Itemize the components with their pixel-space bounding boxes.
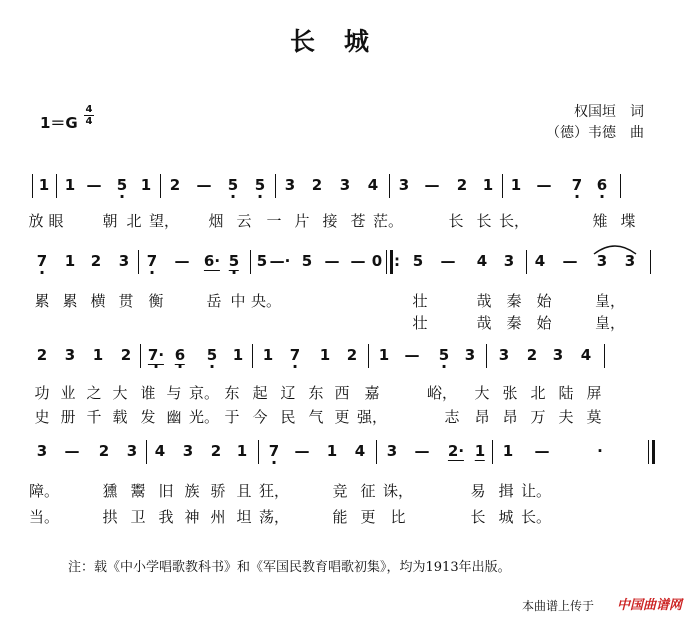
lyric-syllable: 眼 <box>48 212 64 230</box>
note: 2 <box>169 176 181 194</box>
lyric-syllable: 载 <box>112 408 128 426</box>
barline <box>160 174 161 198</box>
note: — <box>404 346 420 364</box>
lyric-syllable: 州 <box>210 508 226 526</box>
barline <box>252 344 253 368</box>
note: 5 · <box>255 176 265 194</box>
lyric-syllable: 望， <box>148 212 180 230</box>
note: 7 · <box>572 176 582 194</box>
lyric-syllable: 片 <box>294 212 310 230</box>
note: 1 <box>502 442 514 460</box>
lyric-syllable: 卫 <box>130 508 146 526</box>
lyric-syllable: 北 <box>530 384 546 402</box>
note: 5 · <box>117 176 127 194</box>
lyric-syllable: 障。 <box>28 482 60 500</box>
lyric-syllable: 更 <box>334 408 350 426</box>
note: 3 <box>284 176 296 194</box>
barline <box>486 344 487 368</box>
lyric-syllable: 苍 <box>350 212 366 230</box>
lyric-syllable: 长 <box>448 212 464 230</box>
lyric-syllable: 竞 <box>332 482 348 500</box>
note: 3 <box>36 442 48 460</box>
note: 1 <box>38 176 50 194</box>
barline <box>140 344 141 368</box>
note: 3 <box>464 346 476 364</box>
barline <box>368 344 369 368</box>
lyric-syllable: 秦 <box>506 292 522 310</box>
lyric-syllable: 屏 <box>586 384 602 402</box>
upload-note: 本曲谱上传于 <box>522 599 595 613</box>
lyric-syllable: 光。 <box>188 408 220 426</box>
barline <box>146 440 147 464</box>
note: 3 <box>498 346 510 364</box>
lyric-syllable: 万 <box>530 408 546 426</box>
note: 2 <box>311 176 323 194</box>
note: — <box>534 442 550 460</box>
note: 3 <box>339 176 351 194</box>
lyric-syllable: 放 <box>28 212 44 230</box>
lyric-syllable: 大 <box>112 384 128 402</box>
lyric-syllable: 幽 <box>166 408 182 426</box>
lyric-syllable: 哉 <box>476 292 492 310</box>
barline <box>526 250 527 274</box>
lyric-syllable: 志 <box>444 408 460 426</box>
lyric-line-1 <box>28 210 658 232</box>
note: 2 <box>210 442 222 460</box>
note: 2 <box>120 346 132 364</box>
barline <box>650 250 651 274</box>
lyric-syllable: 秦 <box>506 314 522 332</box>
key-signature: 1＝G <box>40 114 78 132</box>
barline <box>250 250 251 274</box>
lyric-syllable: 壮 <box>412 314 428 332</box>
note: 1 <box>92 346 104 364</box>
lyric-syllable: 征 <box>360 482 376 500</box>
note: 2· <box>447 442 465 460</box>
note: — <box>294 442 310 460</box>
lyric-syllable: 且 <box>236 482 252 500</box>
note: — <box>440 252 456 270</box>
lyric-syllable: 辽 <box>280 384 296 402</box>
note: 5 · <box>228 176 238 194</box>
lyric-syllable: 北 <box>126 212 142 230</box>
note: 1 <box>510 176 522 194</box>
lyric-syllable: 更 <box>360 508 376 526</box>
lyric-syllable: 功 <box>34 384 50 402</box>
lyric-syllable: 贯 <box>118 292 134 310</box>
note: — <box>174 252 190 270</box>
lyric-syllable: 始 <box>536 292 552 310</box>
note: 7 · <box>37 252 47 270</box>
lyric-syllable: 一 <box>266 212 282 230</box>
music-line-4 <box>32 440 658 464</box>
lyric-line-3b <box>32 406 658 428</box>
lyric-syllable: 大 <box>474 384 490 402</box>
note: 2 <box>90 252 102 270</box>
note: 4 <box>367 176 379 194</box>
lyric-syllable: 嘉 <box>364 384 380 402</box>
lyric-syllable: 中 <box>230 292 246 310</box>
lyric-syllable: 昂 <box>474 408 490 426</box>
time-sig-top: 4 <box>85 104 93 115</box>
lyric-syllable: 史 <box>34 408 50 426</box>
lyric-syllable: 峪， <box>426 384 458 402</box>
source-note: 注：载《中小学唱歌教科书》和《军国民教育唱歌初集》，均为1913年出版。 <box>68 560 511 575</box>
note: 4 <box>476 252 488 270</box>
music-line-3 <box>32 344 658 368</box>
note: — <box>64 442 80 460</box>
lyric-syllable: 发 <box>140 408 156 426</box>
lyric-syllable: 张 <box>502 384 518 402</box>
lyric-syllable: 累 <box>62 292 78 310</box>
time-sig-bottom: 4 <box>85 116 93 127</box>
lyric-syllable: 央。 <box>250 292 282 310</box>
note: 3 <box>552 346 564 364</box>
note: 7 · <box>147 252 157 270</box>
lyric-syllable: 诛， <box>382 482 414 500</box>
lyric-syllable: 民 <box>280 408 296 426</box>
lyric-syllable: 我 <box>158 508 174 526</box>
note: — <box>536 176 552 194</box>
lyric-syllable: 长 <box>470 508 486 526</box>
barline <box>32 174 33 198</box>
note: 5 · <box>229 252 239 271</box>
lyric-syllable: 当。 <box>28 508 60 526</box>
barline <box>56 174 57 198</box>
note: 7 · <box>269 442 279 460</box>
lyric-syllable: 谁 <box>140 384 156 402</box>
lyric-syllable: 让。 <box>520 482 552 500</box>
lyric-line-4a <box>28 480 658 502</box>
music-line-1 <box>32 174 658 198</box>
note: —· <box>269 252 291 270</box>
note: 5 · <box>439 346 449 364</box>
lyric-syllable: 易 <box>470 482 486 500</box>
note: 3 <box>624 252 636 270</box>
lyric-syllable: 西 <box>334 384 350 402</box>
lyric-syllable: 累 <box>34 292 50 310</box>
note: 4 <box>154 442 166 460</box>
note: 1 <box>474 442 486 460</box>
note: 6· <box>203 252 221 270</box>
lyric-syllable: 神 <box>184 508 200 526</box>
lyric-syllable: 旧 <box>158 482 174 500</box>
lyric-syllable: 长。 <box>520 508 552 526</box>
lyric-syllable: 云 <box>236 212 252 230</box>
lyric-syllable: 昂 <box>502 408 518 426</box>
note: 1 <box>64 176 76 194</box>
note: 2 <box>98 442 110 460</box>
barline <box>258 440 259 464</box>
lyric-syllable: 雉 <box>592 212 608 230</box>
note: 5 <box>301 252 313 270</box>
note: 3 <box>126 442 138 460</box>
barline <box>138 250 139 274</box>
lyric-syllable: 与 <box>166 384 182 402</box>
lyric-syllable: 于 <box>224 408 240 426</box>
barline <box>604 344 605 368</box>
note: 6 · <box>175 346 185 365</box>
lyric-syllable: 獯 <box>102 482 118 500</box>
barline <box>492 440 493 464</box>
lyric-syllable: 狂， <box>258 482 290 500</box>
lyric-syllable: 骄 <box>210 482 226 500</box>
note: 1 <box>140 176 152 194</box>
lyric-syllable: 堞 <box>620 212 636 230</box>
note: 3 <box>398 176 410 194</box>
note: — <box>424 176 440 194</box>
lyric-syllable: 千 <box>86 408 102 426</box>
lyric-syllable: 之 <box>86 384 102 402</box>
note: 4 <box>354 442 366 460</box>
note: 3 <box>118 252 130 270</box>
end-barline <box>648 440 649 464</box>
lyric-syllable: 长 <box>476 212 492 230</box>
lyric-syllable: 东 <box>308 384 324 402</box>
lyric-syllable: 京。 <box>188 384 220 402</box>
lyric-syllable: 壮 <box>412 292 428 310</box>
note: 6 · <box>597 176 607 194</box>
lyric-syllable: 皇， <box>594 314 626 332</box>
note: 1 <box>232 346 244 364</box>
note: 3 <box>386 442 398 460</box>
note: · <box>597 442 603 460</box>
lyric-syllable: 皇， <box>594 292 626 310</box>
composer-credit: （德）韦德 曲 <box>546 125 644 141</box>
slur-mark <box>590 240 640 256</box>
note: 5 · <box>207 346 217 364</box>
lyric-syllable: 强， <box>356 408 388 426</box>
music-line-2: 7 · 1 2 3 7 · — 6· 5 · 5 —· 5 — — 0 : 5 — 4 3 4 — 3 3 <box>32 250 658 274</box>
lyric-syllable: 衡 <box>148 292 164 310</box>
note: — <box>324 252 340 270</box>
lyricist-credit: 权国垣 词 <box>574 104 644 120</box>
note: 2 <box>36 346 48 364</box>
lyric-syllable: 夫 <box>558 408 574 426</box>
time-signature <box>84 104 94 127</box>
note: — <box>196 176 212 194</box>
repeat-barline <box>386 250 387 274</box>
lyric-syllable: 东 <box>224 384 240 402</box>
lyric-syllable: 长， <box>498 212 530 230</box>
song-title: 长 城 <box>290 27 372 56</box>
note: — <box>414 442 430 460</box>
note: 5 <box>412 252 424 270</box>
lyric-syllable: 业 <box>60 384 76 402</box>
lyric-line-4b <box>28 506 658 528</box>
lyric-syllable: 接 <box>322 212 338 230</box>
lyric-syllable: 揖 <box>498 482 514 500</box>
note: 3 <box>64 346 76 364</box>
note: — <box>86 176 102 194</box>
note: 1 <box>64 252 76 270</box>
barline <box>620 174 621 198</box>
lyric-syllable: 城 <box>498 508 514 526</box>
barline <box>275 174 276 198</box>
lyric-syllable: 横 <box>90 292 106 310</box>
lyric-syllable: 朝 <box>102 212 118 230</box>
lyric-syllable: 烟 <box>208 212 224 230</box>
note: 4 <box>534 252 546 270</box>
lyric-syllable: 莫 <box>586 408 602 426</box>
lyric-syllable: 陆 <box>558 384 574 402</box>
note: 2 <box>346 346 358 364</box>
lyric-line-2a <box>32 290 658 312</box>
lyric-syllable: 册 <box>60 408 76 426</box>
lyric-syllable: 荡， <box>258 508 290 526</box>
note: 4 <box>580 346 592 364</box>
note: 1 <box>378 346 390 364</box>
lyric-syllable: 比 <box>390 508 406 526</box>
barline <box>502 174 503 198</box>
note: 1 <box>482 176 494 194</box>
note: 0 <box>371 252 383 270</box>
note: 3 <box>596 252 608 270</box>
lyric-syllable: 起 <box>252 384 268 402</box>
note: 3 <box>503 252 515 270</box>
lyric-syllable: 能 <box>332 508 348 526</box>
lyric-syllable: 始 <box>536 314 552 332</box>
site-logo[interactable]: 中国曲谱网 <box>616 598 682 613</box>
note: 7 · <box>290 346 300 364</box>
note: — <box>350 252 366 270</box>
barline <box>376 440 377 464</box>
note: 5 <box>256 252 268 270</box>
lyric-line-3a <box>32 382 658 404</box>
barline <box>389 174 390 198</box>
note: 1 <box>262 346 274 364</box>
lyric-syllable: 哉 <box>476 314 492 332</box>
lyric-syllable: 气 <box>308 408 324 426</box>
lyric-syllable: 今 <box>252 408 268 426</box>
lyric-syllable: 坦 <box>236 508 252 526</box>
lyric-syllable: 拱 <box>102 508 118 526</box>
note: — <box>562 252 578 270</box>
note: 3 <box>182 442 194 460</box>
lyric-syllable: 鬻 <box>130 482 146 500</box>
lyric-syllable: 岳 <box>206 292 222 310</box>
lyric-syllable: 族 <box>184 482 200 500</box>
note: 2 <box>526 346 538 364</box>
lyric-syllable: 茫。 <box>372 212 404 230</box>
lyric-line-2b <box>32 312 658 334</box>
note: 1 <box>236 442 248 460</box>
note: 1 <box>319 346 331 364</box>
note: 2 <box>456 176 468 194</box>
note: 1 <box>326 442 338 460</box>
note: 7· · <box>148 346 164 365</box>
